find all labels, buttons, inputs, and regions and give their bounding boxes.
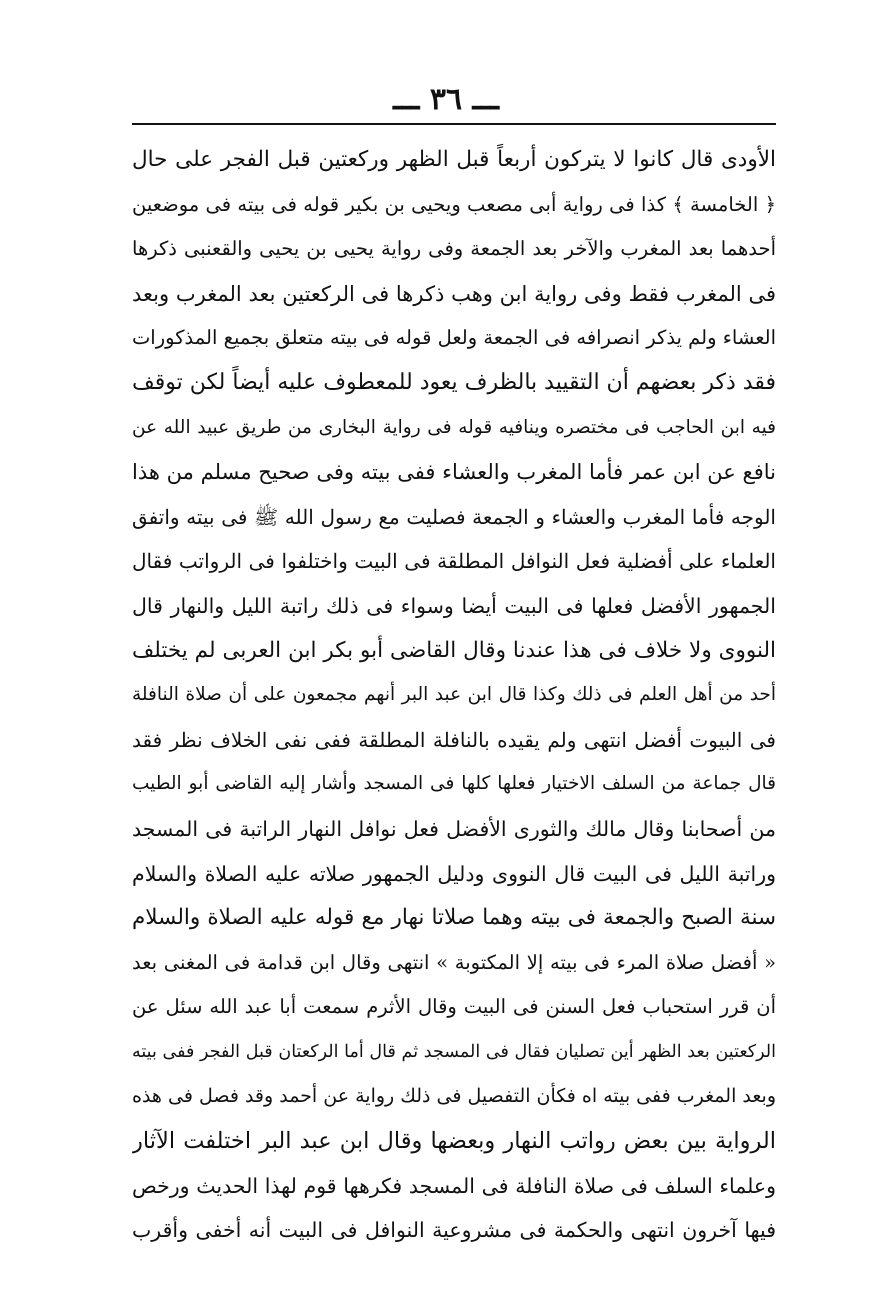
text-line: العشاء ولم يذكر انصرافه فى الجمعة ولعل قوله فى بيته متعلق بجميع المذكورات xyxy=(132,326,776,350)
text-line: أحدهما بعد المغرب والآخر بعد الجمعة وفى رواية يحيى بن يحيى والقعنبى ذكرها xyxy=(132,237,776,261)
text-line: ﴿ الخامسة ﴾ كذا فى رواية أبى مصعب ويحيى بن بكير قوله فى بيته فى موضعين xyxy=(132,192,776,216)
text-line: وراتبة الليل فى البيت قال النووى ودليل الجمهور صلاته عليه الصلاة والسلام xyxy=(132,861,776,886)
text-line: أحد من أهل العلم فى ذلك وكذا قال ابن عبد البر أنهم مجمعون على أن صلاة النافلة xyxy=(132,684,776,706)
text-line: النووى ولا خلاف فى هذا عندنا وقال القاضى أبو بكر ابن العربى لم يختلف xyxy=(132,637,776,663)
text-line: الركعتين بعد الظهر أين تصليان فقال فى المسجد ثم قال أما الركعتان قبل الفجر ففى بيته xyxy=(132,1041,776,1062)
text-line: فيه ابن الحاجب فى مختصره وينافيه قوله فى رواية البخارى من طريق عبيد الله عن xyxy=(132,416,776,438)
text-line: فقد ذكر بعضهم أن التقييد بالظرف يعود للمعطوف عليه أيضاً لكن توقف xyxy=(132,369,776,395)
text-line: الجمهور الأفضل فعلها فى البيت أيضا وسواء فى ذلك راتبة الليل والنهار قال xyxy=(132,593,776,618)
text-line: أن قرر استحباب فعل السنن فى البيت وقال الأثرم سمعت أبا عبد الله سئل عن xyxy=(132,995,776,1019)
text-line: نافع عن ابن عمر فأما المغرب والعشاء ففى بيته وفى صحيح مسلم من هذا xyxy=(132,460,776,485)
text-line: الوجه فأما المغرب والعشاء و الجمعة فصليت مع رسول الله ﷺ فى بيته واتفق xyxy=(132,504,776,529)
text-line: فى المغرب فقط وفى رواية ابن وهب ذكرها فى الركعتين بعد المغرب وبعد xyxy=(132,281,776,306)
text-line: سنة الصبح والجمعة فى بيته وهما صلاتا نهار مع قوله عليه الصلاة والسلام xyxy=(132,905,776,931)
header-rule xyxy=(132,123,776,125)
text-line: وعلماء السلف فى صلاة النافلة فى المسجد فكرهها قوم لهذا الحديث ورخص xyxy=(132,1173,776,1198)
text-line: وبعد المغرب ففى بيته اه فكأن التفصيل فى ذلك رواية عن أحمد وقد فصل فى هذه xyxy=(132,1085,776,1108)
text-line: قال جماعة من السلف الاختيار فعلها كلها فى المسجد وأشار إليه القاضى أبو الطيب xyxy=(132,773,776,795)
body-text xyxy=(132,138,776,1253)
page-number: ـــ ٣٦ ـــ xyxy=(393,82,499,117)
text-line: فى البيوت أفضل انتهى ولم يقيده بالنافلة المطلقة ففى نفى الخلاف نظر فقد xyxy=(132,727,776,752)
text-line: العلماء على أفضلية فعل النوافل المطلقة فى البيت واختلفوا فى الرواتب فقال xyxy=(132,549,776,574)
text-line: « أفضل صلاة المرء فى بيته إلا المكتوبة » انتهى وقال ابن قدامة فى المغنى بعد xyxy=(132,950,776,974)
text-line: الأودى قال كانوا لا يتركون أربعاً قبل الظهر وركعتين قبل الفجر على حال xyxy=(132,147,776,172)
text-line: من أصحابنا وقال مالك والثورى الأفضل فعل نوافل النهار الراتبة فى المسجد xyxy=(132,816,776,841)
text-line: الرواية بين بعض رواتب النهار وبعضها وقال ابن عبد البر اختلفت الآثار xyxy=(132,1128,776,1155)
text-line: فيها آخرون انتهى والحكمة فى مشروعية النوافل فى البيت أنه أخفى وأقرب xyxy=(132,1218,776,1243)
